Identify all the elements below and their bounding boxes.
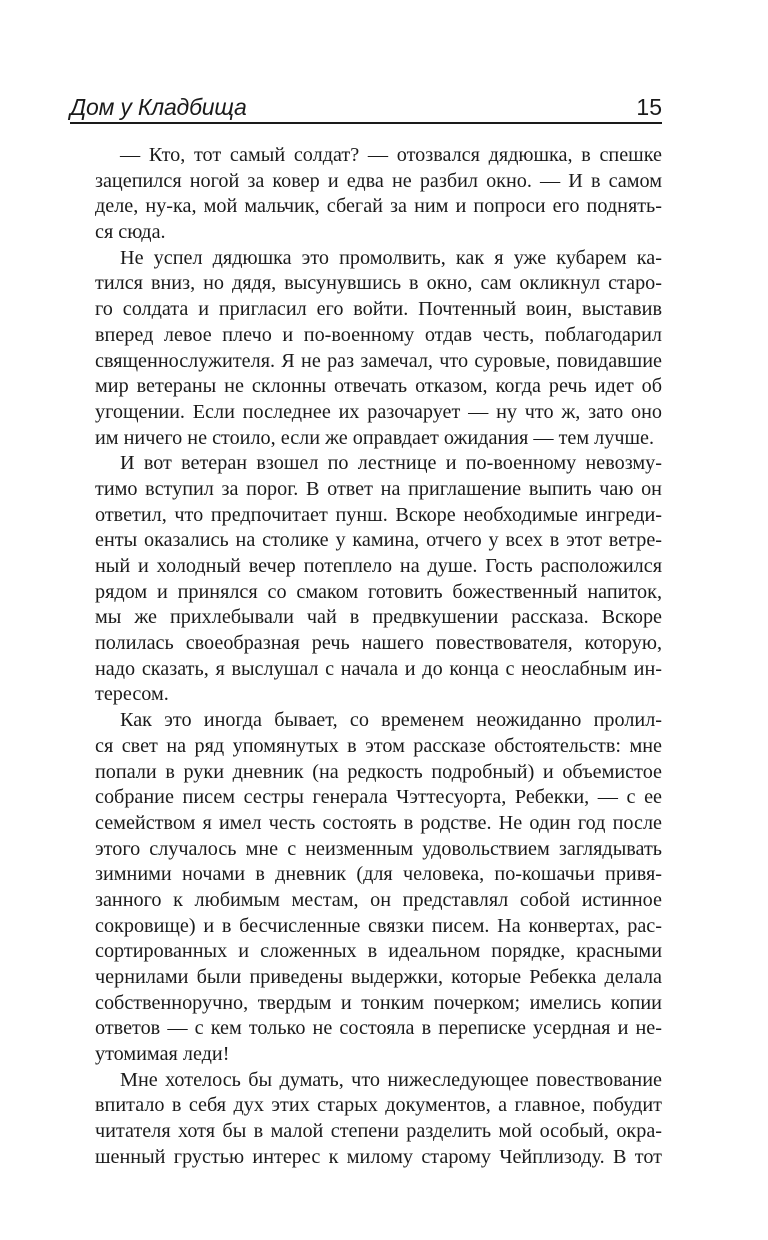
text-line: деле, ну-ка, мой мальчик, сбегай за ним и попроси его поднять- [95,195,662,218]
text-line: Не успел дядюшка это промолвить, как я уже кубарем ка- [120,246,662,269]
text-line: собрание писем сестры генерала Чэттесуорта, Ребекки, — с ее [95,786,662,809]
text-line: надо сказать, я выслушал с начала и до конца с неослабным ин- [95,657,662,680]
text-line: ся сюда. [95,221,166,244]
page-number: 15 [636,94,662,120]
text-line: мы же прихлебывали чай в предвкушении рассказа. Вскоре [95,606,662,629]
body-text [70,143,662,1171]
text-line: зимними ночами в дневник (для человека, по-кошачьи привя- [95,863,662,886]
text-line: енты оказались на столике у камина, отчего у всех в этот ветре- [95,529,662,552]
text-line: И вот ветеран взошел по лестнице и по-военному невозму- [120,452,662,475]
text-line: семейством я имел честь состоять в родстве. Не один год после [95,811,662,834]
text-line: занного к любимым местам, он представлял собой истинное [95,888,662,911]
text-line: Мне хотелось бы думать, что нижеследующее повествование [120,1068,662,1091]
text-line: Как это иногда бывает, со временем неожиданно пролил- [120,709,662,732]
text-line: полилась своеобразная речь нашего повествователя, которую, [95,632,662,655]
paragraph [70,143,662,246]
text-line: сортированных и сложенных в идеальном порядке, красными [95,940,662,963]
text-line: чернилами были приведены выдержки, которые Ребекка делала [95,966,662,988]
text-line: утомимая леди! [95,1043,230,1066]
text-line: зацепился ногой за ковер и едва не разбил окно. — И в самом [95,169,662,192]
paragraph [70,1068,662,1171]
text-line: попали в руки дневник (на редкость подробный) и объемистое [95,760,662,783]
text-line: тересом. [95,683,169,706]
text-line: этого случалось мне с неизменным удовольствием заглядывать [95,837,662,860]
paragraph [70,246,662,452]
text-line: им ничего не стоило, если же оправдает ожидания — тем лучше. [95,426,655,449]
book-title: Дом у Кладбища [70,94,247,120]
text-line: ответов — с кем только не состояла в переписке усердная и не- [95,1017,662,1040]
text-line: впитало в себя дух этих старых документов, а главное, побудит [95,1094,662,1117]
text-line: вперед левое плечо и по-военному отдав честь, поблагодарил [95,323,662,346]
text-line: ся свет на ряд упомянутых в этом рассказе обстоятельств: мне [95,734,662,757]
text-line: ный и холодный вечер потеплело на душе. Гость расположился [95,555,662,577]
text-line: собственноручно, твердым и тонким почерком; имелись копии [95,991,662,1014]
paragraph [70,708,662,1068]
text-line: шенный грустью интерес к милому старому Чейплизоду. В тот [95,1145,662,1168]
text-line: мир ветераны не склонны отвечать отказом, когда речь идет об [95,375,662,398]
text-line: тился вниз, но дядя, высунувшись в окно, сам окликнул старо- [95,272,662,295]
text-line: угощении. Если последнее их разочарует — ну что ж, зато оно [95,400,662,423]
text-line: сокровище) и в бесчисленные связки писем. На конвертах, рас- [95,914,662,937]
running-header [70,88,662,124]
paragraph [70,451,662,708]
text-line: читателя хотя бы в малой степени разделить мой особый, окра- [95,1120,662,1143]
text-line: ответил, что предпочитает пунш. Вскоре необходимые ингреди- [95,503,662,526]
text-line: го солдата и пригласил его войти. Почтенный воин, выставив [95,298,662,321]
text-line: — Кто, тот самый солдат? — отозвался дядюшка, в спешке [120,144,662,166]
text-line: священнослужителя. Я не раз замечал, что суровые, повидавшие [95,349,662,372]
text-line: тимо вступил за порог. В ответ на приглашение выпить чаю он [95,477,662,500]
text-line: рядом и принялся со смаком готовить божественный напиток, [95,580,662,603]
book-page [70,88,662,1171]
